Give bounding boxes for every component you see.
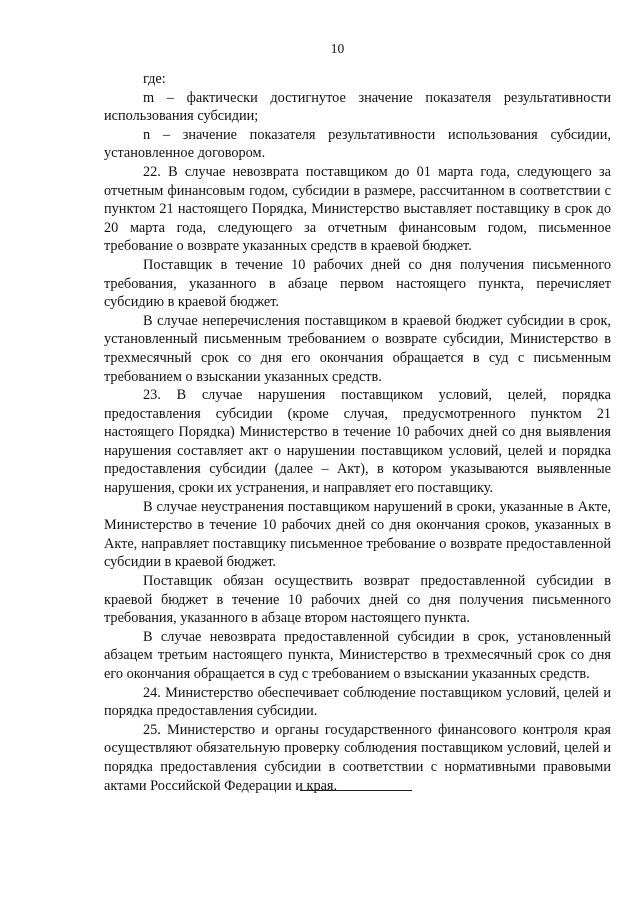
document-body xyxy=(104,70,611,795)
paragraph-23-court: В случае невозврата предоставленной субсидии в срок, установленный абзацем третьим настоящего пункта, Министерство в трехмесячный срок со дня его окончания обращается в суд с требованием о взыскании указанных средств. xyxy=(104,628,611,682)
paragraph-m-definition: m – фактически достигнутое значение показателя результативности использования субсидии; xyxy=(104,89,611,125)
paragraph-22-supplier-transfer: Поставщик в течение 10 рабочих дней со дня получения письменного требования, указанного в абзаце первом настоящего пункта, перечисляет субсидию в краевой бюджет. xyxy=(104,256,611,311)
page-number: 10 xyxy=(330,41,345,56)
paragraph-22-court: В случае неперечисления поставщиком в краевой бюджет субсидии в срок, установленный письменным требованием о возврате субсидии, Министерство в трехмесячный срок со дня его окончания обращается в суд с письменным требованием о взыскании указанных средств. xyxy=(104,312,611,385)
paragraph-22: 22. В случае невозврата поставщиком до 01 марта года, следующего за отчетным финансовым годом, субсидии в размере, рассчитанном в соответствии с пунктом 21 настоящего Порядка, Министерство выставляет поставщику в срок до 20 марта года, следующего за отчетным финансовым годом, письменное требование о возврате указанных средств в краевой бюджет. xyxy=(104,163,611,255)
paragraph-where: где: xyxy=(143,71,166,87)
paragraph-23-act: В случае неустранения поставщиком нарушений в сроки, указанные в Акте, Министерство в течение 10 рабочих дней со дня окончания сроков, указанных в Акте, направляет поставщику письменное требование о возврате предоставленной субсидии в краевой бюджет. xyxy=(104,498,611,571)
paragraph-n-definition: n – значение показателя результативности использования субсидии, установленное договором. xyxy=(104,126,611,162)
end-separator-line xyxy=(300,790,412,791)
paragraph-23: 23. В случае нарушения поставщиком условий, целей, порядка предоставления субсидии (кроме случая, предусмотренного пунктом 21 настоящего Порядка) Министерство в течение 10 рабочих дней со дня выявления нарушения составляет акт о нарушении поставщиком условий, целей и порядка предоставления субсидии (далее – Акт), в котором указываются выявленные нарушения, сроки их устранения, и направляет его поставщику. xyxy=(104,387,611,497)
paragraph-23-return: Поставщик обязан осуществить возврат предоставленной субсидии в краевой бюджет в течение 10 рабочих дней со дня получения письменного требования, указанного в абзаце втором настоящего пункта. xyxy=(104,573,611,627)
paragraph-25: 25. Министерство и органы государственного финансового контроля края осуществляют обязательную проверку соблюдения поставщиком условий, целей и порядка предоставления субсидии в соответствии с нормативными правовыми актами Российской Федерации и края. xyxy=(104,721,611,794)
paragraph-24: 24. Министерство обеспечивает соблюдение поставщиком условий, целей и порядка предоставления субсидии. xyxy=(104,684,611,720)
